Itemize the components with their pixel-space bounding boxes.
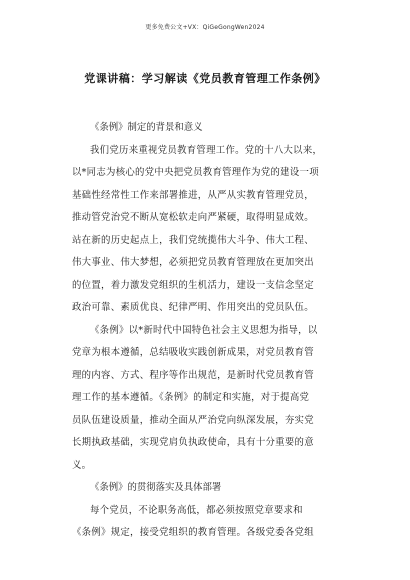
text-line: 每个党员，不论职务高低，都必须按照党章要求和	[90, 504, 303, 516]
text-line: 站在新的历史起点上，我们党统揽伟大斗争、伟大工程、	[72, 234, 314, 246]
text-line: 员队伍建设质量，推动全面从严治党向纵深发展，夯实党	[72, 414, 314, 426]
section-heading: 《条例》的贯彻落实及具体部署	[90, 482, 222, 493]
text-line: 以*同志为核心的党中央把党员教育管理作为党的建设一项	[72, 167, 319, 178]
text-line: 理工作的基本遵循。《条例》的制定和实施，对于提高党	[72, 392, 310, 403]
text-line: 伟大事业、伟大梦想，必须把党员教育管理放在更加突出	[72, 257, 314, 268]
paragraph	[72, 500, 358, 545]
paragraph	[72, 320, 358, 478]
text-line: 基础性经常性工作来部署推进，从严从实教育管理党员，	[72, 189, 314, 201]
text-line: 的位置，着力激发党组织的生机活力，建设一支信念坚定	[72, 279, 314, 291]
section-heading: 《条例》制定的背景和意义	[90, 122, 203, 133]
document-body	[72, 117, 358, 545]
text-line: 理的内容、方式、程序等作出规范，是新时代党员教育管	[72, 369, 314, 381]
text-line: 我们党历来重视党员教育管理工作。党的十八大以来，	[90, 144, 323, 156]
text-line: 政治可靠、素质优良、纪律严明、作用突出的党员队伍。	[72, 302, 314, 313]
header-note: 更多免费公文+VX：QiGeGongWen2024	[145, 24, 265, 31]
text-line: 义。	[72, 459, 92, 471]
paragraph	[72, 140, 358, 320]
text-line: 长期执政基础，实现党肩负执政使命，具有十分重要的意	[72, 437, 314, 448]
text-line: 党章为根本遵循，总结吸收实践创新成果，对党员教育管	[72, 347, 314, 358]
document-title: 党课讲稿：学习解读《党员教育管理工作条例》	[84, 72, 326, 85]
text-line: 《条例》以*新时代中国特色社会主义思想为指导，以	[90, 324, 318, 336]
text-line: 《条例》规定，接受党组织的教育管理。各级党委各党组	[72, 527, 314, 538]
text-line: 推动管党治党不断从宽松软走向严紧硬，取得明显成效。	[72, 212, 314, 223]
